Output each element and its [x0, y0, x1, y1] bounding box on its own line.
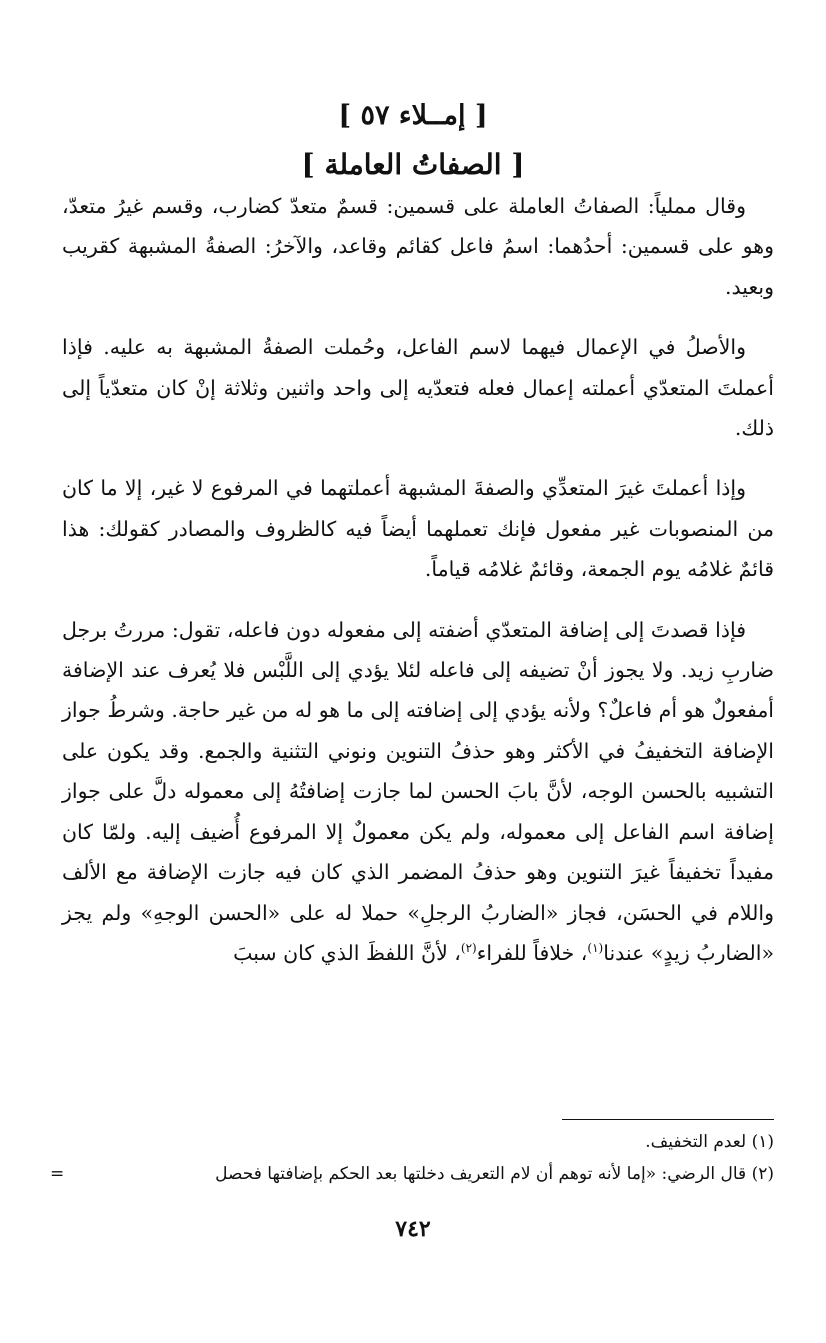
footnote-marker-2: (٢) — [460, 941, 477, 956]
paragraph-1: وقال مملياً: الصفاتُ العاملة على قسمين: قسمٌ متعدّ كضارب، وقسم غيرُ متعدّ، وهو على قسمين: أحدُهما: اسمُ فاعل كقائم وقاعد، والآخرُ: الصفةُ المشبهة كقريب وبعيد. — [62, 194, 774, 299]
paragraph-4-text-b: ، خلافاً للفراء — [476, 940, 588, 965]
body-text — [62, 186, 774, 973]
paragraph-4-text-c: ، لأنَّ اللفظَ الذي كان سببَ — [233, 940, 461, 965]
footnote-continuation-mark: = — [50, 1164, 65, 1184]
dictation-heading: [ إمــلاء ٥٧ ] — [338, 100, 488, 131]
page-number: ٧٤٢ — [395, 1216, 431, 1242]
paragraph-3: وإذا أعملتَ غيرَ المتعدِّي والصفةَ المشبهة أعملتهما في المرفوع لا غير، إلا ما كان من المنصوبات غير مفعول فإنك تعملهما أيضاً فيه كالظروف والمصادر كقولك: هذا قائمٌ غلامُه يوم الجمعة، وقائمٌ غلامُه قياماً. — [62, 476, 774, 582]
paragraph-2: والأصلُ في الإعمال فيهما لاسم الفاعل، وحُملت الصفةُ المشبهة به عليه. فإذا أعملتَ المتعدّي أعملته إعمال فعله فتعدّيه إلى واحد واثنين وثلاثة إنْ كان متعدّياً إلى ذلك. — [62, 335, 774, 441]
footnote-separator — [562, 1119, 774, 1120]
footnote-2: (٢) قال الرضي: «إما لأنه توهم أن لام التعريف دخلتها بعد الحكم بإضافتها فحصل — [215, 1164, 774, 1184]
footnotes — [50, 1126, 774, 1190]
paragraph-4-text-a: فإذا قصدتَ إلى إضافة المتعدّي أضفته إلى مفعوله دون فاعله، تقول: مررتُ برجل ضاربِ زيد. ولا يجوز أنْ تضيفه إلى فاعله لئلا يؤدي إلى اللَّبْس فلا يُعرف عند الإضافة أمفعولٌ هو أم فاعلٌ؟ ولأنه يؤدي إلى إضافته إلى ما هو له من غير حاجة. وشرطُ جواز الإضافة التخفيفُ في الأكثر وهو حذفُ التنوين ونوني التثنية والجمع. وقد يكون على التشبيه بالحسن الوجه، لأنَّ بابَ الحسن لما جازت إضافتُهُ إلى معموله دلَّ على جواز إضافة اسم الفاعل إلى معموله، ولم يكن معمولٌ إلا المرفوع أُضيف إليه. ولمّا كان مفيداً تخفيفاً غيرَ التنوين وهو حذفُ المضمر الذي كان فيه جازت الإضافة مع الألف واللام في الحسَن، فجاز «الضاربُ الرجلِ» حملا له على «الحسن الوجهِ» ولم يجز «الضاربُ زيدٍ» عندنا — [62, 617, 774, 965]
footnote-1: (١) لعدم التخفيف. — [645, 1132, 774, 1152]
footnote-marker-1: (١) — [587, 941, 604, 956]
paragraph-4 — [62, 610, 774, 974]
footnote-2-line — [50, 1158, 774, 1190]
section-title: [ الصفاتُ العاملة ] — [301, 148, 525, 181]
